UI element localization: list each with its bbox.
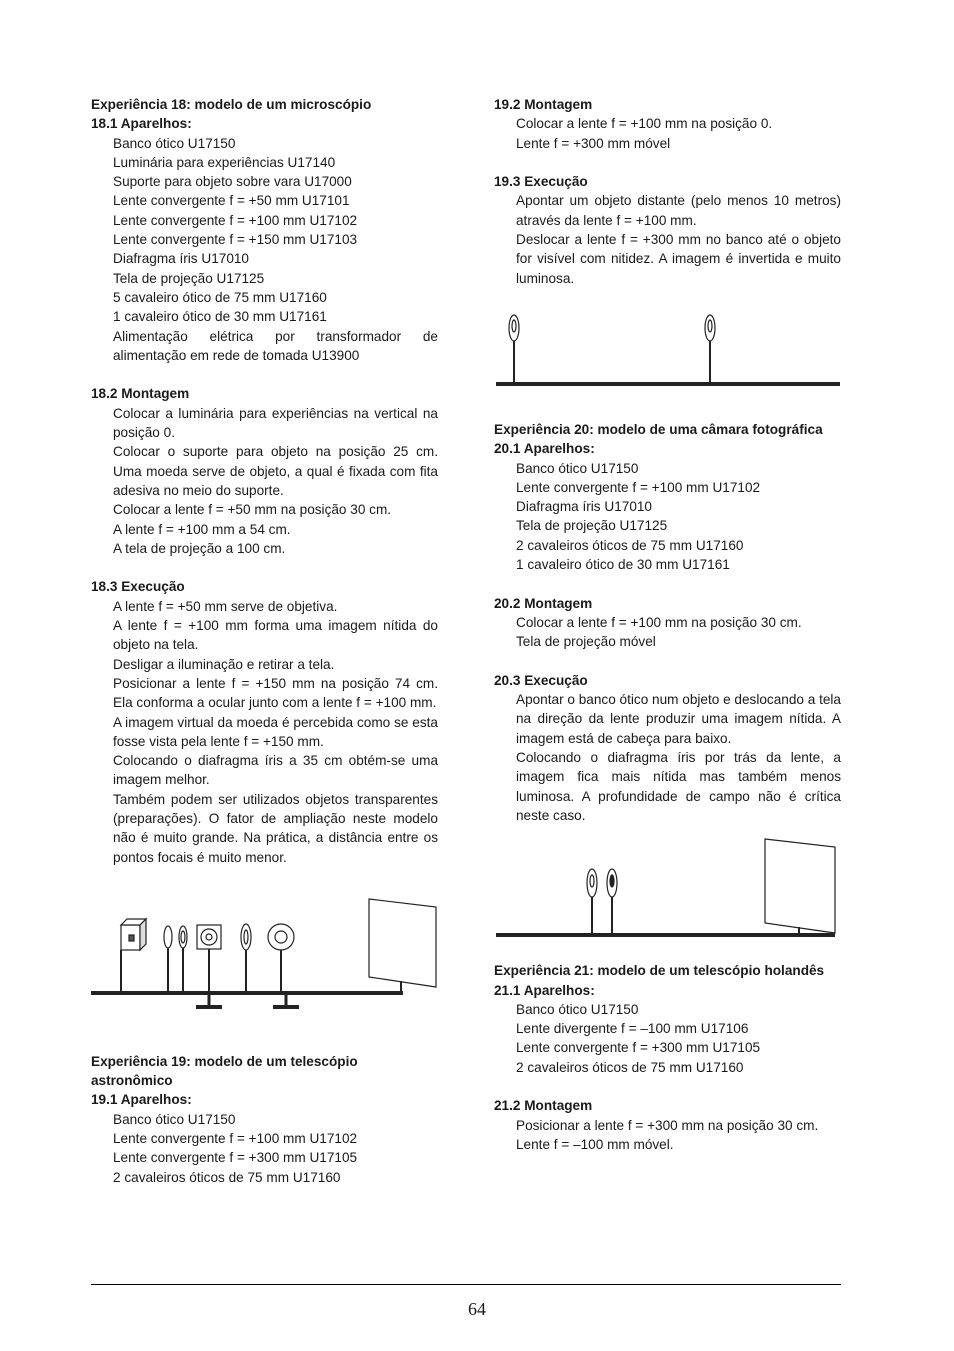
paragraph: A lente f = +100 mm a 54 cm. — [113, 521, 291, 537]
microscope-setup-figure — [91, 897, 438, 1022]
exp18-s2-heading: 18.2 Montagem — [91, 386, 190, 402]
list-item: Lente convergente f = +50 mm U17101 — [113, 193, 350, 209]
paragraph: Também podem ser utilizados objetos transparentes (preparações). O fator de ampliação neste modelo não é muito grande. Na prática, a distância entre os pontos focais é muito menor. — [113, 791, 438, 865]
list-item: Diafragma íris U17010 — [113, 251, 249, 267]
paragraph: Colocar a lente f = +100 mm na posição 30 cm. — [516, 614, 802, 630]
list-item: Lente convergente f = +100 mm U17102 — [113, 1131, 358, 1147]
paragraph: Colocando o diafragma íris por trás da lente, a imagem fica mais nítida mas também menos luminosa. A profundidade de campo não é crítica neste caso. — [516, 750, 841, 823]
list-item: Luminária para experiências U17140 — [113, 154, 336, 170]
list-item: 2 cavaleiros óticos de 75 mm U17160 — [516, 1059, 744, 1075]
exp19-s3-heading: 19.3 Execução — [494, 174, 588, 190]
exp20-s3-heading: 20.3 Execução — [494, 672, 588, 688]
list-item: 2 cavaleiros óticos de 75 mm U17160 — [516, 537, 744, 553]
paragraph: Colocar a luminária para experiências na vertical na posição 0. — [113, 405, 438, 441]
exp20-s2-heading: 20.2 Montagem — [494, 595, 593, 611]
paragraph: Colocar a lente f = +100 mm na posição 0. — [516, 116, 773, 132]
list-item: Diafragma íris U17010 — [516, 499, 652, 515]
exp20-s1-heading: 20.1 Aparelhos: — [494, 441, 595, 457]
paragraph: Lente f = –100 mm móvel. — [516, 1136, 674, 1152]
exp21-s1-heading: 21.1 Aparelhos: — [494, 982, 595, 998]
paragraph: Desligar a iluminação e retirar a tela. — [113, 656, 335, 672]
list-item: Lente convergente f = +100 mm U17102 — [516, 479, 761, 495]
exp20-title: Experiência 20: modelo de uma câmara fotográfica — [494, 421, 823, 437]
list-item: 1 cavaleiro ótico de 30 mm U17161 — [113, 309, 327, 325]
paragraph: Posicionar a lente f = +300 mm na posição 30 cm. — [516, 1117, 819, 1133]
camera-setup-figure — [494, 835, 841, 945]
list-item: 5 cavaleiro ótico de 75 mm U17160 — [113, 289, 327, 305]
paragraph: Colocando o diafragma íris a 35 cm obtém-se uma imagem melhor. — [113, 753, 438, 788]
list-item: Lente divergente f = –100 mm U17106 — [516, 1021, 749, 1037]
paragraph: A tela de projeção a 100 cm. — [113, 540, 286, 556]
list-item: Lente convergente f = +100 mm U17102 — [113, 212, 358, 228]
exp19-s2-heading: 19.2 Montagem — [494, 97, 593, 112]
paragraph: Lente f = +300 mm móvel — [516, 135, 671, 151]
paragraph: Colocar o suporte para objeto na posição 25 cm. Uma moeda serve de objeto, a qual é fixada com fita adesiva no meio do suporte. — [113, 444, 438, 498]
exp18-title: Experiência 18: modelo de um microscópio — [91, 97, 372, 112]
list-item: Alimentação elétrica por transformador de alimentação em rede de tomada U13900 — [113, 328, 438, 363]
list-item: Banco ótico U17150 — [516, 1001, 639, 1017]
exp21-s2-heading: 21.2 Montagem — [494, 1098, 593, 1114]
list-item: Tela de projeção U17125 — [113, 270, 265, 286]
list-item: Lente convergente f = +150 mm U17103 — [113, 232, 358, 248]
exp18-s1-heading: 18.1 Aparelhos: — [91, 116, 192, 132]
left-column — [91, 95, 438, 1187]
exp19-title: Experiência 19: modelo de um telescópio astronômico — [91, 1053, 358, 1089]
exp21-title: Experiência 21: modelo de um telescópio holandês — [494, 963, 825, 979]
page-number: 64 — [468, 1299, 486, 1319]
right-column — [494, 95, 841, 1154]
paragraph: Apontar um objeto distante (pelo menos 10 metros) através da lente f = +100 mm. — [516, 193, 841, 228]
list-item: 1 cavaleiro ótico de 30 mm U17161 — [516, 557, 730, 573]
footer-divider — [91, 1284, 841, 1285]
list-item: Tela de projeção U17125 — [516, 518, 668, 534]
list-item: Banco ótico U17150 — [516, 460, 639, 476]
list-item: Lente convergente f = +300 mm U17105 — [516, 1040, 761, 1056]
paragraph: Deslocar a lente f = +300 mm no banco até o objeto for visível com nitidez. A imagem é invertida e muito luminosa. — [516, 232, 841, 286]
list-item: Lente convergente f = +300 mm U17105 — [113, 1150, 358, 1166]
paragraph: A lente f = +50 mm serve de objetiva. — [113, 598, 338, 614]
list-item: Banco ótico U17150 — [113, 1111, 236, 1127]
paragraph: Tela de projeção móvel — [516, 634, 656, 650]
paragraph: Apontar o banco ótico num objeto e deslocando a tela na direção da lente produzir uma imagem nítida. A imagem está de cabeça para baixo. — [516, 692, 841, 746]
paragraph: Colocar a lente f = +50 mm na posição 30 cm. — [113, 502, 392, 518]
list-item: Suporte para objeto sobre vara U17000 — [113, 174, 352, 190]
exp18-s3-heading: 18.3 Execução — [91, 579, 185, 595]
list-item: 2 cavaleiros óticos de 75 mm U17160 — [113, 1169, 341, 1185]
telescope-setup-figure — [494, 308, 841, 390]
paragraph: A lente f = +100 mm forma uma imagem nítida do objeto na tela. — [113, 618, 438, 653]
list-item: Banco ótico U17150 — [113, 135, 236, 151]
exp19-s1-heading: 19.1 Aparelhos: — [91, 1092, 192, 1108]
paragraph: Posicionar a lente f = +150 mm na posição 74 cm. Ela conforma a ocular junto com a lente f = +100 mm. — [113, 675, 438, 711]
paragraph: A imagem virtual da moeda é percebida como se esta fosse vista pela lente f = +150 mm. — [113, 714, 438, 749]
